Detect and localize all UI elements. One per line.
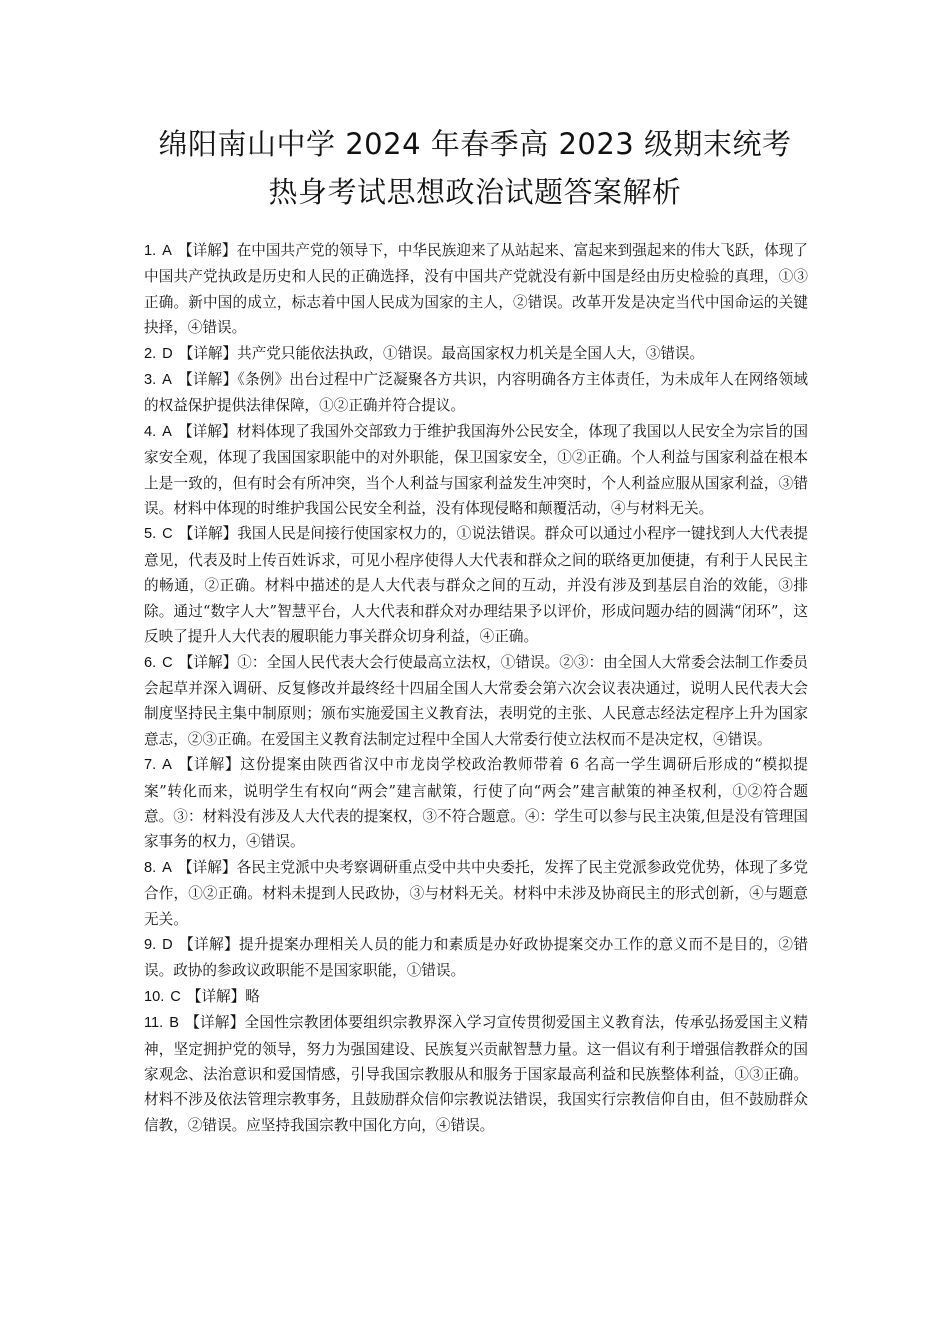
- answer-item-4: [144, 419, 808, 522]
- answer-item-2: [144, 341, 808, 367]
- answer-explanation: 【详解】材料体现了我国外交部致力于维护我国海外公民安全，体现了我国以人民安全为宗旨的国家安全观，体现了我国国家职能中的对外职能，保卫国家安全，①②正确。个人利益与国家利益在根本上是一致的，但有时会有所冲突，当个人利益与国家利益发生冲突时，个人利益应服从国家利益，③错误。材料中体现的时维护我国公民安全利益，没有体现侵略和颠覆活动，④与材料无关。: [144, 422, 808, 518]
- answer-explanation: 【详解】①：全国人民代表大会行使最高立法权，①错误。②③：由全国人大常委会法制工作委员会起草并深入调研、反复修改并最终经十四届全国人大常委会第六次会议表决通过，说明人民代表大会制度坚持民主集中制原则；颁布实施爱国主义教育法，表明党的主张、人民意志经法定程序上升为国家意志，②③正确。在爱国主义教育法制定过程中全国人大常委行使立法权而不是决定权，④错误。: [144, 653, 808, 748]
- question-number: 6.: [144, 654, 157, 671]
- answer-explanation: 【详解】各民主党派中央考察调研重点受中共中央委托，发挥了民主党派参政党优势，体现了多党合作，①②正确。材料未提到人民政协，③与材料无关。材料中未涉及协商民主的形式创新，④与题意无关。: [144, 858, 808, 928]
- answer-explanation: 【详解】在中国共产党的领导下，中华民族迎来了从站起来、富起来到强起来的伟大飞跃，体现了中国共产党执政是历史和人民的正确选择，没有中国共产党就没有新中国是经由历史检验的真理，①③正确。新中国的成立，标志着中国人民成为国家的主人，②错误。改革开发是决定当代中国命运的关键抉择，④错误。: [144, 242, 808, 337]
- question-number: 2.: [144, 345, 157, 362]
- answer-choice: A: [162, 757, 172, 774]
- question-number: 3.: [144, 372, 157, 389]
- answer-choice: C: [162, 526, 173, 543]
- question-number: 10.: [144, 988, 165, 1005]
- document-subtitle: 热身考试思想政治试题答案解析: [268, 175, 682, 209]
- answer-explanation: 【详解】我国人民是间接行使国家权力的，①说法错误。群众可以通过小程序一键找到人大代表提意见，代表及时上传百姓诉求，可见小程序使得人大代表和群众之间的联络更加便捷，有利于人民民主的畅通，②正确。材料中描述的是人大代表与群众之间的互动，并没有涉及到基层自治的效能，③排除。通过“数字人大”智慧平台，人大代表和群众对办理结果予以评价，形成问题办结的圆满“闭环”，这反映了提升人大代表的履职能力事关群众切身利益，④正确。: [144, 525, 808, 646]
- answer-explanation: 【详解】《条例》出台过程中广泛凝聚各方共识，内容明确各方主体责任，为未成年人在网络领域的权益保护提供法律保障，①②正确并符合提议。: [144, 371, 808, 415]
- question-number: 4.: [144, 423, 157, 440]
- question-number: 7.: [144, 757, 157, 774]
- question-number: 1.: [144, 243, 157, 259]
- answer-choice: C: [162, 654, 173, 671]
- question-number: 11.: [144, 1015, 164, 1032]
- answer-explanation: 【详解】共产党只能依法执政，①错误。最高国家权力机关是全国人大，③错误。: [178, 344, 705, 362]
- answer-choice: A: [162, 859, 172, 876]
- answer-item-7: [144, 752, 808, 855]
- answer-explanation: 【详解】这份提案由陕西省汉中市龙岗学校政治教师带着 6 名高一学生调研后形成的“模拟提案”转化而来，说明学生有权向“两会”建言献策，行使了向“两会”建言献策的神圣权利，①②符合题意。③：材料没有涉及人大代表的提案权，③不符合题意。④：学生可以参与民主决策,但是没有管理国家事务的权力，④错误。: [144, 756, 808, 851]
- answer-item-10: [144, 984, 808, 1010]
- question-number: 8.: [144, 859, 157, 876]
- answer-choice: D: [162, 936, 173, 953]
- answer-explanation: 【详解】全国性宗教团体要组织宗教界深入学习宣传贯彻爱国主义教育法，传承弘扬爱国主义精神，坚定拥护党的领导，努力为强国建设、民族复兴贡献智慧力量。这一倡议有利于增强信教群众的国家观念、法治意识和爱国情感，引导我国宗教服从和服务于国家最高利益和民族整体利益，①③正确。材料不涉及依法管理宗教事务，且鼓励群众信仰宗教说法错误，我国实行宗教信仰自由，但不鼓励群众信教，②错误。应坚持我国宗教中国化方向，④错误。: [144, 1014, 808, 1134]
- answer-item-3: [144, 367, 808, 419]
- answer-choice: C: [170, 988, 181, 1005]
- answer-explanation: 【详解】提升提案办理相关人员的能力和素质是办好政协提案交办工作的意义而不是目的，②错误。政协的参政议政职能不是国家职能，①错误。: [144, 935, 808, 980]
- answer-list: [144, 238, 808, 1138]
- answer-choice: A: [162, 372, 172, 389]
- answer-choice: A: [162, 243, 172, 259]
- answer-item-11: [144, 1010, 808, 1138]
- answer-item-6: [144, 650, 808, 753]
- answer-item-1: [144, 238, 808, 341]
- answer-item-9: [144, 932, 808, 984]
- question-number: 9.: [144, 936, 157, 953]
- document-title: 绵阳南山中学 2024 年春季高 2023 级期末统考: [158, 127, 792, 161]
- answer-choice: B: [169, 1015, 179, 1032]
- answer-item-8: [144, 855, 808, 932]
- question-number: 5.: [144, 526, 157, 543]
- answer-explanation: 【详解】略: [186, 987, 260, 1005]
- answer-choice: A: [162, 423, 172, 440]
- answer-item-5: [144, 521, 808, 649]
- answer-choice: D: [162, 345, 173, 362]
